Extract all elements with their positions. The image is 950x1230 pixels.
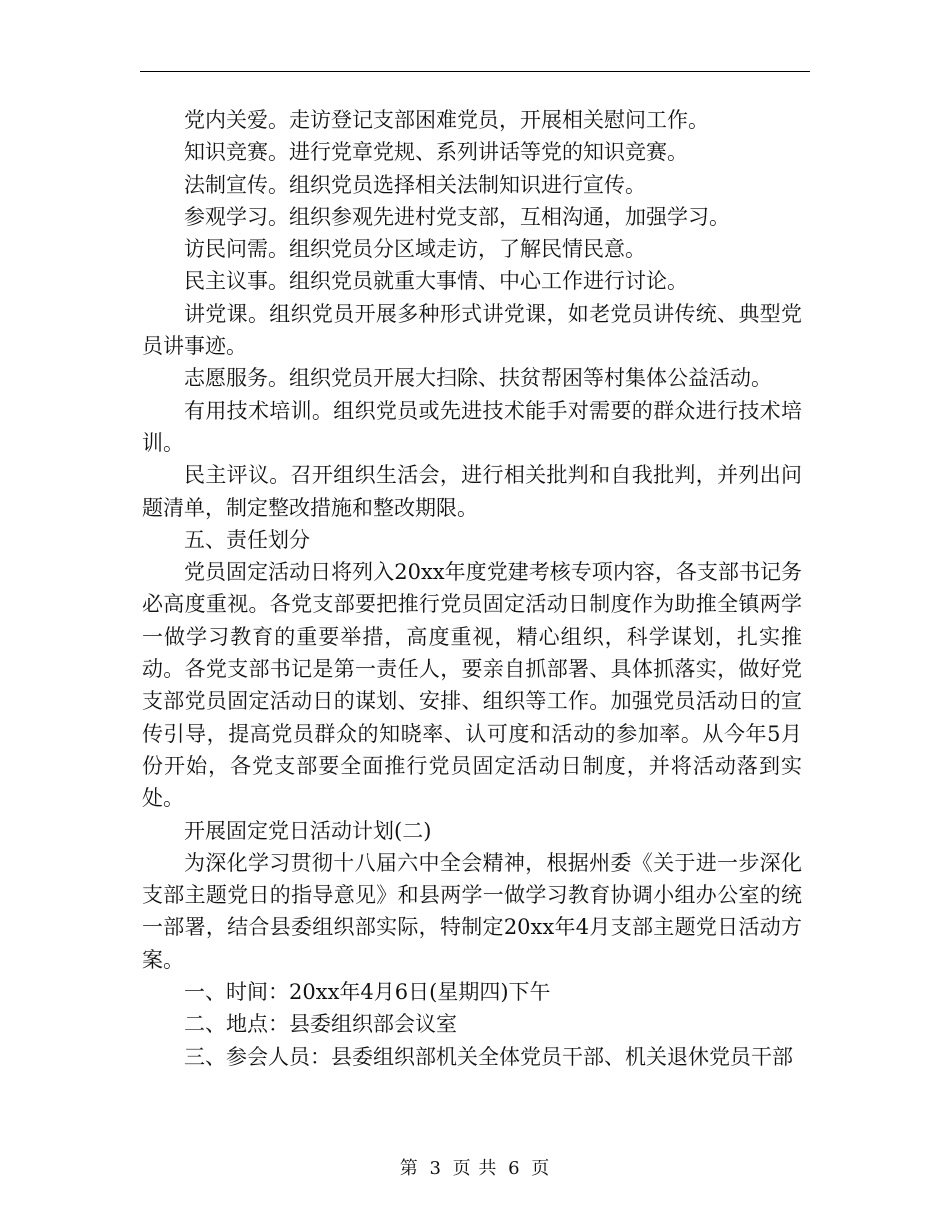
paragraph: 民主议事。组织党员就重大事情、中心工作进行讨论。	[184, 269, 688, 294]
section-heading: 五、责任划分	[184, 527, 310, 552]
paragraph: 志愿服务。组织党员开展大扫除、扶贫帮困等村集体公益活动。	[184, 366, 772, 391]
paragraph: 访民问需。组织党员分区域走访，了解民情民意。	[184, 237, 646, 262]
paragraph: 民主评议。召开组织生活会，进行相关批判和自我批判，并列出问题清单，制定整改措施和整改期限。	[142, 463, 802, 520]
paragraph: 有用技术培训。组织党员或先进技术能手对需要的群众进行技术培训。	[142, 398, 802, 455]
footer-middle: 页 共	[452, 1158, 498, 1179]
paragraph: 二、地点：县委组织部会议室	[184, 1012, 457, 1037]
footer-total-pages: 6	[508, 1158, 521, 1179]
paragraph: 讲党课。组织党员开展多种形式讲党课，如老党员讲传统、典型党员讲事迹。	[142, 301, 802, 359]
document-body	[142, 104, 802, 1073]
footer-current-page: 3	[429, 1158, 442, 1179]
paragraph: 参观学习。组织参观先进村党支部，互相沟通，加强学习。	[184, 204, 730, 229]
paragraph: 法制宣传。组织党员选择相关法制知识进行宣传。	[184, 172, 646, 197]
page-footer	[0, 1154, 950, 1180]
paragraph: 三、参会人员：县委组织部机关全体党员干部、机关退休党员干部	[184, 1044, 793, 1069]
header-rule	[140, 71, 810, 72]
paragraph: 一、时间：20xx年4月6日(星期四)下午	[184, 980, 551, 1005]
footer-prefix: 第	[399, 1158, 419, 1179]
footer-suffix: 页	[531, 1158, 551, 1179]
paragraph: 党员固定活动日将列入20xx年度党建考核专项内容，各支部书记务必高度重视。各党支部要把推行党员固定活动日制度作为助推全镇两学一做学习教育的重要举措，高度重视，精心组织，科学谋划，扎实推动。各党支部书记是第一责任人，要亲自抓部署、具体抓落实，做好党支部党员固定活动日的谋划、安排、组织等工作。加强党员活动日的宣传引导，提高党员群众的知晓率、认可度和活动的参加率。从今年5月份开始，各党支部要全面推行党员固定活动日制度，并将活动落到实处。	[142, 560, 802, 811]
paragraph: 知识竞赛。进行党章党规、系列讲话等党的知识竞赛。	[184, 140, 688, 165]
section-heading: 开展固定党日活动计划(二)	[184, 818, 432, 843]
paragraph: 党内关爱。走访登记支部困难党员，开展相关慰问工作。	[184, 108, 709, 132]
paragraph: 为深化学习贯彻十八届六中全会精神，根据州委《关于进一步深化支部主题党日的指导意见》和县两学一做学习教育协调小组办公室的统一部署，结合县委组织部实际，特制定20xx年4月支部主题党日活动方案。	[142, 850, 802, 972]
